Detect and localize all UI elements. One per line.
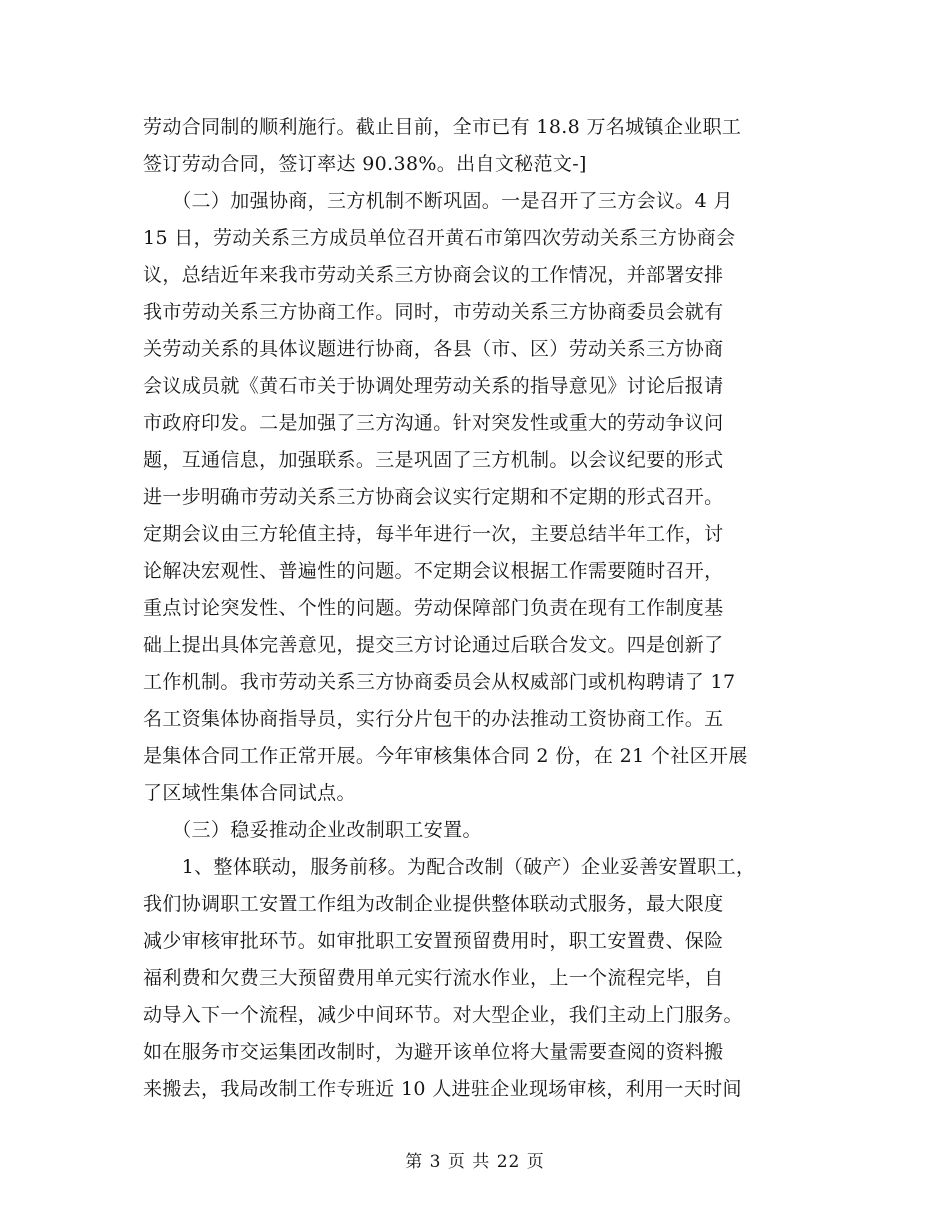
text-line: 工作机制。我市劳动关系三方协商委员会从权威部门或机构聘请了 17 [143, 671, 736, 693]
text-line: 来搬去，我局改制工作专班近 10 人进驻企业现场审核，利用一天时间 [143, 1078, 742, 1100]
text-line: 了区域性集体合同试点。 [143, 782, 356, 804]
text-line: 进一步明确市劳动关系三方协商会议实行定期和不定期的形式召开。 [143, 486, 724, 508]
text-line: 议，总结近年来我市劳动关系三方协商会议的工作情况，并部署安排 [143, 264, 724, 286]
text-line: （二）加强协商，三方机制不断巩固。一是召开了三方会议。4 月 [143, 190, 733, 212]
text-line: 福利费和欠费三大预留费用单元实行流水作业，上一个流程完毕，自 [143, 967, 724, 989]
text-line: 会议成员就《黄石市关于协调处理劳动关系的指导意见》讨论后报请 [143, 375, 724, 397]
text-line: 1、整体联动，服务前移。为配合改制（破产）企业妥善安置职工， [143, 856, 756, 878]
text-line: 重点讨论突发性、个性的问题。劳动保障部门负责在现有工作制度基 [143, 597, 724, 619]
text-line: 15 日，劳动关系三方成员单位召开黄石市第四次劳动关系三方协商会 [143, 227, 736, 249]
text-line: 是集体合同工作正常开展。今年审核集体合同 2 份，在 21 个社区开展 [143, 745, 748, 767]
text-line: 定期会议由三方轮值主持，每半年进行一次，主要总结半年工作，讨 [143, 523, 724, 545]
text-line: （三）稳妥推动企业改制职工安置。 [143, 819, 482, 841]
text-line: 论解决宏观性、普遍性的问题。不定期会议根据工作需要随时召开， [143, 560, 724, 582]
text-line: 名工资集体协商指导员，实行分片包干的办法推动工资协商工作。五 [143, 708, 724, 730]
text-line: 题，互通信息，加强联系。三是巩固了三方机制。以会议纪要的形式 [143, 449, 724, 471]
text-line: 础上提出具体完善意见，提交三方讨论通过后联合发文。四是创新了 [143, 634, 724, 656]
text-line: 市政府印发。二是加强了三方沟通。针对突发性或重大的劳动争议问 [143, 412, 724, 434]
text-line: 劳动合同制的顺利施行。截止目前，全市已有 18.8 万名城镇企业职工 [143, 116, 742, 138]
text-line: 如在服务市交运集团改制时，为避开该单位将大量需要查阅的资料搬 [143, 1041, 724, 1063]
text-line: 我们协调职工安置工作组为改制企业提供整体联动式服务，最大限度 [143, 893, 724, 915]
page-number-footer: 第 3 页 共 22 页 [405, 1152, 545, 1172]
text-line: 我市劳动关系三方协商工作。同时，市劳动关系三方协商委员会就有 [143, 301, 724, 323]
text-line: 减少审核审批环节。如审批职工安置预留费用时，职工安置费、保险 [143, 930, 724, 952]
text-line: 动导入下一个流程，减少中间环节。对大型企业，我们主动上门服务。 [143, 1004, 743, 1026]
text-line: 关劳动关系的具体议题进行协商，各县（市、区）劳动关系三方协商 [143, 338, 724, 360]
body-text [143, 109, 813, 1108]
text-line: 签订劳动合同，签订率达 90.38%。出自文秘范文-] [143, 153, 587, 175]
